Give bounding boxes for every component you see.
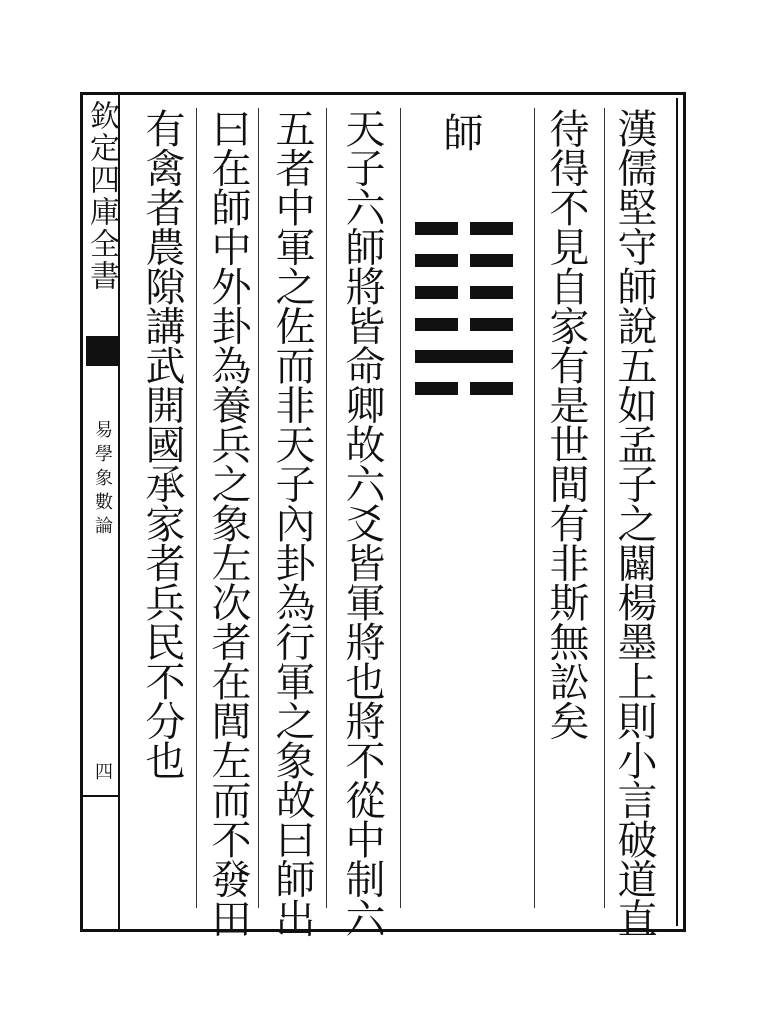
line-segment [470,286,513,299]
column-rule [258,108,259,908]
yin-line [415,222,513,235]
line-segment [470,222,513,235]
book-title: 易學象數論 [92,420,113,540]
line-segment [415,318,458,331]
text-column: 漢儒堅守師說五如孟子之闢楊墨上則小言破道直 [611,108,657,938]
inner-border-line [676,98,678,926]
yang-line [415,350,513,363]
fishtail-mark-icon [86,336,120,366]
column-rule [604,108,605,908]
hexagram-title: 師 [437,112,483,152]
page-number: 四 [92,762,113,780]
line-segment [415,286,458,299]
text-column: 有禽者農隙講武開國承家者兵民不分也 [139,108,185,780]
line-segment [470,318,513,331]
collection-title: 欽定四庫全書 [84,100,119,292]
line-segment [470,382,513,395]
page-number-rule [82,795,120,797]
yin-line [415,254,513,267]
line-segment [415,222,458,235]
column-rule [534,108,535,908]
line-segment [470,254,513,267]
column-rule [196,108,197,908]
yin-line [415,286,513,299]
line-segment [415,350,513,363]
hexagram-icon [415,222,513,414]
line-segment [415,382,458,395]
line-segment [415,254,458,267]
text-column: 五者中軍之佐而非天子內卦為行軍之象故曰師出 [269,108,315,938]
column-rule [326,108,327,908]
text-column: 待得不見自家有是世間有非斯無訟矣 [543,108,589,740]
text-column: 曰在師中外卦為養兵之象左次者在閭左而不發田 [205,108,251,938]
yin-line [415,382,513,395]
yin-line [415,318,513,331]
text-column: 天子六師將皆命卿故六爻皆軍將也將不從中制六 [339,108,385,938]
column-rule [400,108,401,908]
